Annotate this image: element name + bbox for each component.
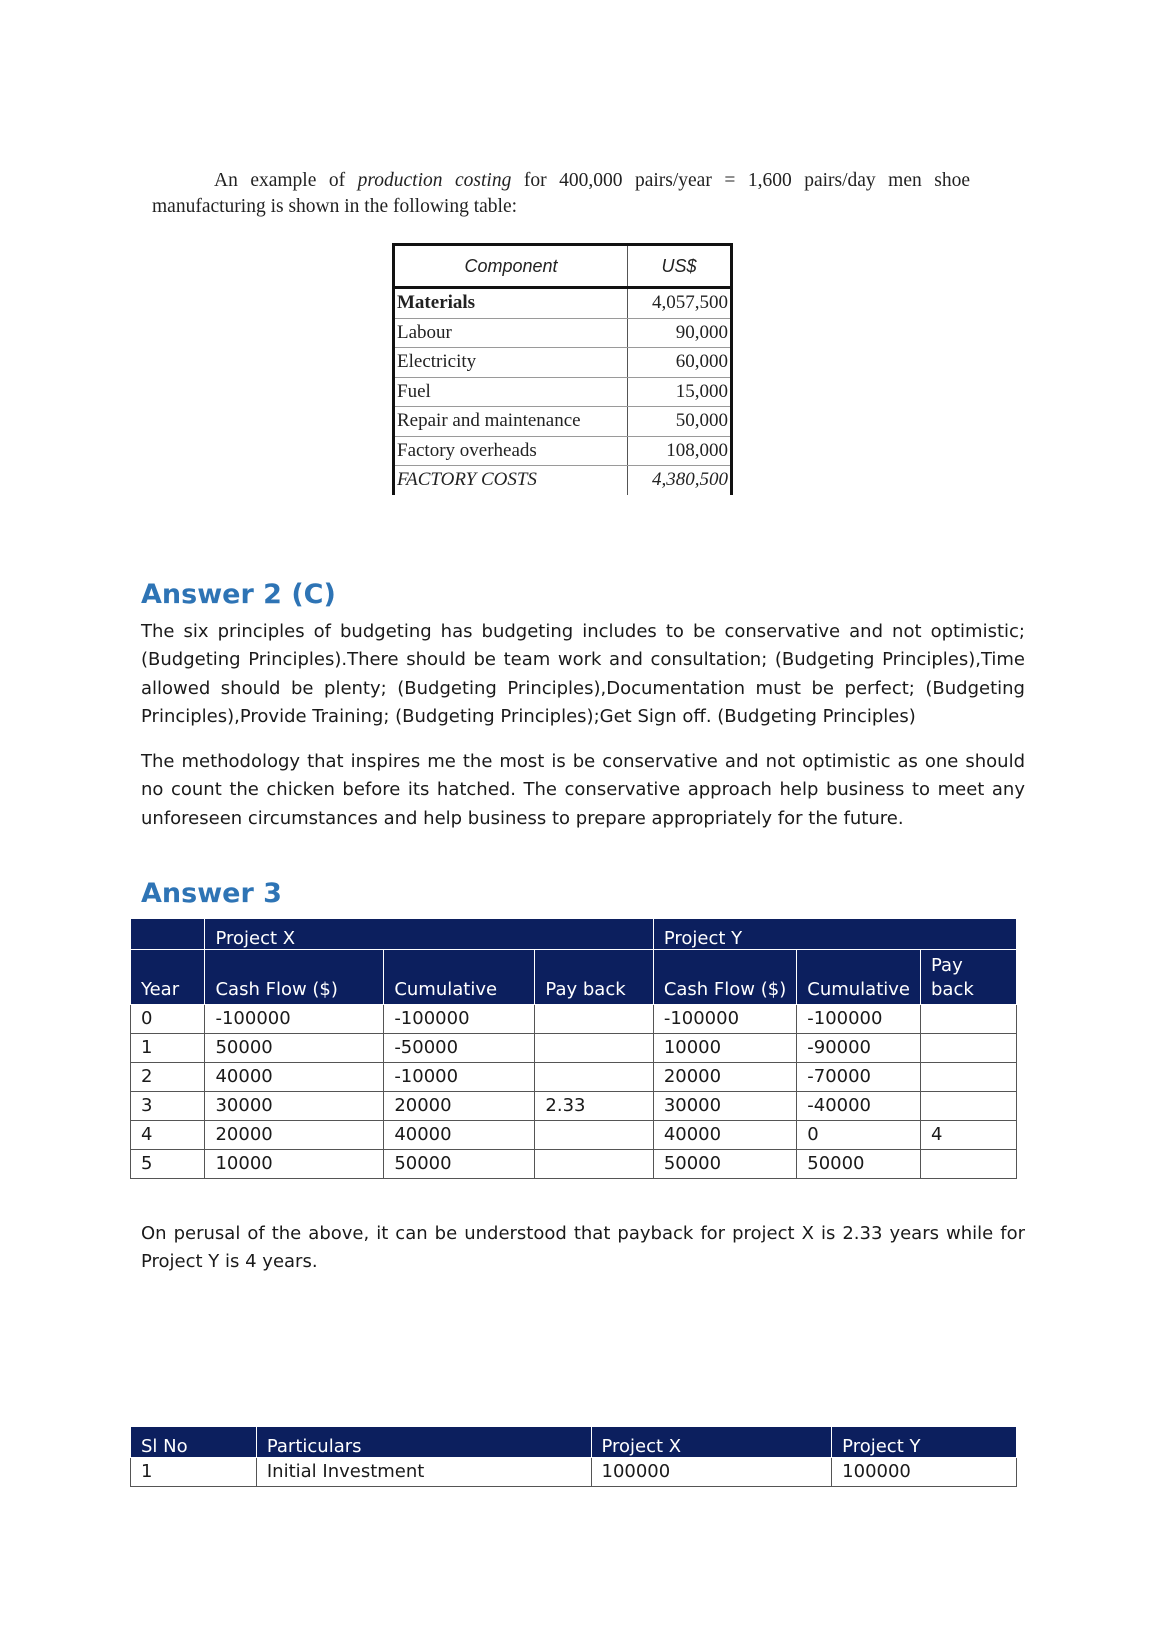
table-row: 5 10000 50000 50000 50000 bbox=[131, 1150, 1017, 1179]
production-costing-table bbox=[392, 243, 733, 495]
scan-intro-line-1: An example of production costing for 400,000 pairs/year = 1,600 pairs/day men shoe bbox=[214, 170, 970, 191]
col-component: Component bbox=[394, 245, 628, 288]
table-header-row bbox=[131, 1427, 1017, 1458]
scan-intro-line-2: manufacturing is shown in the following table: bbox=[152, 196, 518, 217]
project-x-header: Project X bbox=[205, 919, 653, 950]
table-row: 3 30000 20000 2.33 30000 -40000 bbox=[131, 1092, 1017, 1121]
payback-table bbox=[130, 918, 1017, 1179]
answer-3-conclusion: On perusal of the above, it can be understood that payback for project X is 2.33 years while for Project Y is 4 years. bbox=[141, 1223, 1025, 1273]
table-row: Fuel 15,000 bbox=[394, 377, 732, 407]
table-row: 2 40000 -10000 20000 -70000 bbox=[131, 1063, 1017, 1092]
table-row: 4 20000 40000 40000 0 4 bbox=[131, 1121, 1017, 1150]
table-row: 1 Initial Investment 100000 100000 bbox=[131, 1458, 1017, 1487]
production-costing-scan bbox=[152, 168, 982, 491]
col-project-x: Project X bbox=[591, 1427, 832, 1458]
table-row: Labour 90,000 bbox=[394, 318, 732, 348]
answer-2-heading: Answer 2 (C) bbox=[141, 579, 336, 610]
comparison-table bbox=[130, 1426, 1017, 1487]
col-cash-flow-y: Cash Flow ($) bbox=[653, 950, 796, 1005]
col-year: Year bbox=[131, 950, 205, 1005]
table-row: Materials 4,057,500 bbox=[394, 288, 732, 319]
col-particulars: Particulars bbox=[256, 1427, 591, 1458]
project-y-header: Project Y bbox=[653, 919, 1016, 950]
table-row: Repair and maintenance 50,000 bbox=[394, 407, 732, 437]
col-sl-no: Sl No bbox=[131, 1427, 257, 1458]
table-row: 1 50000 -50000 10000 -90000 bbox=[131, 1034, 1017, 1063]
answer-2-paragraph-1: The six principles of budgeting has budgeting includes to be conservative and not optimistic; (Budgeting Principles).There should be team work and consultation; (Budgeting Principles),Time allowed should be plenty; (Budgeting Principles),Documentation must be perfect; (Budgeting Principles),Provide Training; (Budgeting Principles);Get Sign off. (Budgeting Principles) bbox=[141, 621, 1025, 727]
col-cash-flow-x: Cash Flow ($) bbox=[205, 950, 384, 1005]
col-cumulative-y: Cumulative bbox=[797, 950, 921, 1005]
scan-intro-text bbox=[152, 168, 982, 220]
table-row: Factory overheads 108,000 bbox=[394, 436, 732, 466]
col-usd: US$ bbox=[628, 245, 732, 288]
table-subheader-row bbox=[131, 950, 1017, 1005]
answer-2-paragraph-2: The methodology that inspires me the most is be conservative and not optimistic as one should no count the chicken before its hatched. The conservative approach help business to meet any unforeseen circumstances and help business to prepare appropriately for the future. bbox=[141, 751, 1025, 829]
answer-3-heading: Answer 3 bbox=[141, 878, 282, 909]
col-cumulative-x: Cumulative bbox=[384, 950, 535, 1005]
table-row: Electricity 60,000 bbox=[394, 348, 732, 378]
table-row: 0 -100000 -100000 -100000 -100000 bbox=[131, 1005, 1017, 1034]
col-payback-y: Pay back bbox=[921, 950, 1017, 1005]
table-header-row bbox=[131, 919, 1017, 950]
col-payback-x: Pay back bbox=[535, 950, 653, 1005]
table-row-total: FACTORY COSTS 4,380,500 bbox=[394, 466, 732, 495]
col-project-y: Project Y bbox=[832, 1427, 1017, 1458]
